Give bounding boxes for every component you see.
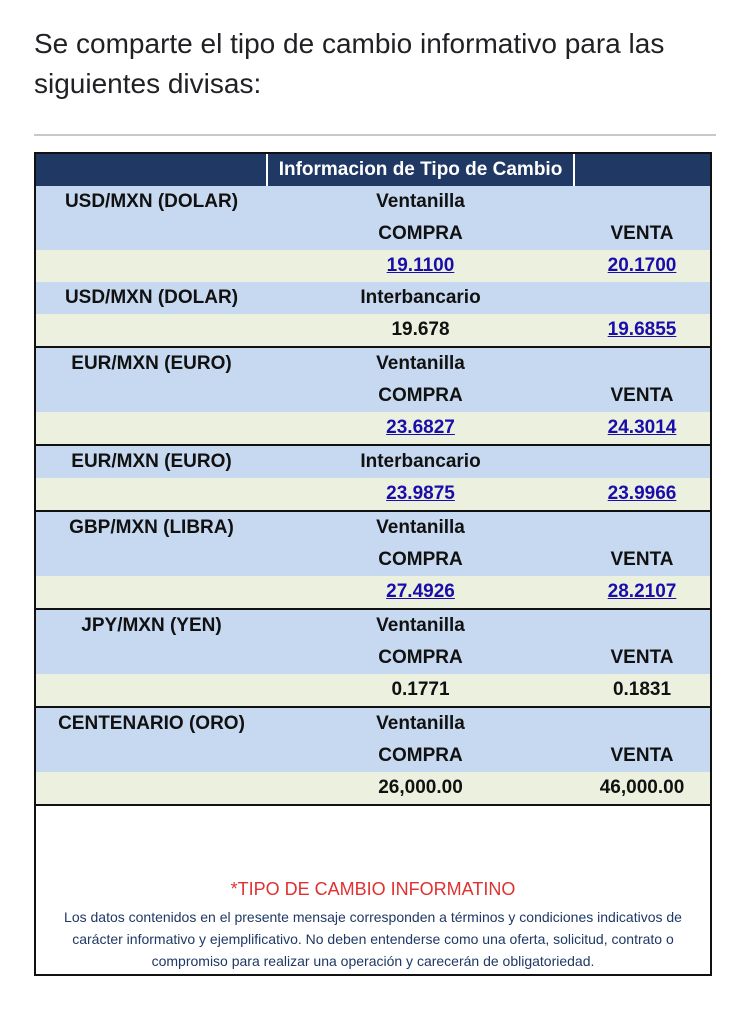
compra-value: 19.678 [267, 314, 574, 347]
divider [34, 134, 716, 136]
exchange-rate-table [36, 154, 710, 806]
pair-label: EUR/MXN (EURO) [36, 445, 267, 478]
compra-value: 0.1771 [267, 674, 574, 707]
pair-label: USD/MXN (DOLAR) [36, 282, 267, 314]
rate-type: Ventanilla [267, 186, 574, 218]
pair-label: EUR/MXN (EURO) [36, 347, 267, 380]
venta-value-link[interactable]: 28.2107 [607, 581, 677, 602]
table-row [36, 445, 710, 478]
venta-value-link[interactable]: 24.3014 [607, 417, 677, 438]
rate-type: Interbancario [267, 445, 574, 478]
compra-value-link[interactable]: 23.9875 [386, 483, 455, 504]
rate-type: Ventanilla [267, 511, 574, 544]
venta-label: VENTA [574, 380, 710, 412]
venta-value-link[interactable]: 20.1700 [607, 255, 677, 276]
table-title: Informacion de Tipo de Cambio [267, 154, 574, 186]
venta-value-link[interactable]: 19.6855 [607, 319, 677, 340]
compra-label: COMPRA [267, 218, 574, 250]
table-row [36, 314, 710, 347]
rate-type: Ventanilla [267, 707, 574, 740]
table-row [36, 609, 710, 642]
compra-label: COMPRA [267, 740, 574, 772]
table-row [36, 740, 710, 772]
table-row [36, 772, 710, 805]
disclaimer-title: *TIPO DE CAMBIO INFORMATINO [230, 879, 516, 899]
table-row [36, 674, 710, 707]
table-row [36, 218, 710, 250]
table-row [36, 250, 710, 282]
venta-value: 46,000.00 [574, 772, 710, 805]
disclaimer [36, 878, 710, 972]
venta-value-link[interactable]: 23.9966 [607, 483, 677, 504]
table-row [36, 412, 710, 445]
compra-value-link[interactable]: 27.4926 [386, 581, 455, 602]
intro-text: Se comparte el tipo de cambio informativo para las siguientes divisas: [34, 28, 665, 99]
rate-type: Ventanilla [267, 609, 574, 642]
rate-type: Ventanilla [267, 347, 574, 380]
table-row [36, 186, 710, 218]
compra-label: COMPRA [267, 380, 574, 412]
table-row [36, 282, 710, 314]
table-row [36, 576, 710, 609]
venta-value: 0.1831 [574, 674, 710, 707]
table-header-row [36, 154, 710, 186]
venta-label: VENTA [574, 740, 710, 772]
venta-label: VENTA [574, 544, 710, 576]
table-row [36, 707, 710, 740]
pair-label: GBP/MXN (LIBRA) [36, 511, 267, 544]
pair-label: USD/MXN (DOLAR) [36, 186, 267, 218]
venta-label: VENTA [574, 642, 710, 674]
table-row [36, 478, 710, 511]
compra-value-link[interactable]: 19.1100 [386, 255, 455, 276]
pair-label: JPY/MXN (YEN) [36, 609, 267, 642]
table-row [36, 380, 710, 412]
compra-value-link[interactable]: 23.6827 [386, 417, 455, 438]
disclaimer-body: Los datos contenidos en el presente mensaje corresponden a términos y condiciones indicativos de carácter informativo y ejemplificativo. No deben entenderse como una oferta, solicitud, contrato o compromiso para realizar una operación y carecerán de obligatoriedad. [64, 909, 682, 969]
compra-label: COMPRA [267, 642, 574, 674]
pair-label: CENTENARIO (ORO) [36, 707, 267, 740]
exchange-rate-box [34, 152, 712, 976]
venta-label: VENTA [574, 218, 710, 250]
table-row [36, 347, 710, 380]
compra-value: 26,000.00 [267, 772, 574, 805]
rate-type: Interbancario [267, 282, 574, 314]
table-row [36, 511, 710, 544]
compra-label: COMPRA [267, 544, 574, 576]
table-row [36, 642, 710, 674]
table-row [36, 544, 710, 576]
